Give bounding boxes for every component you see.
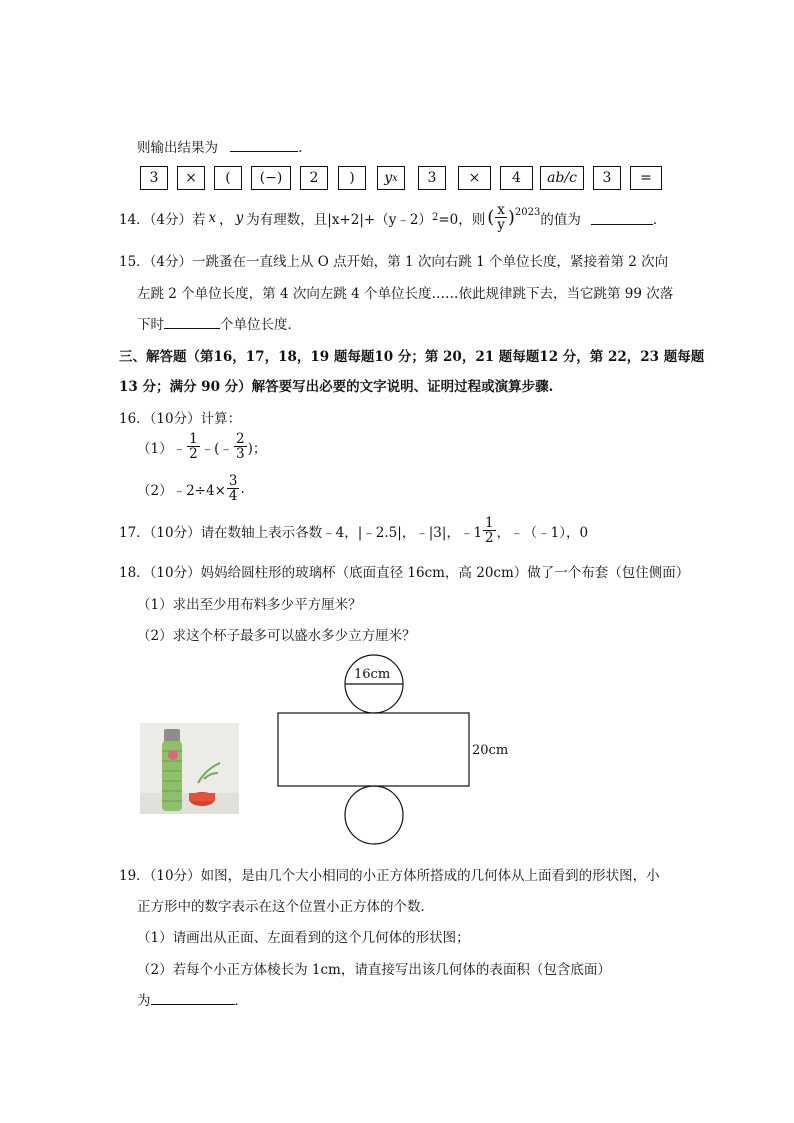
q15-line3: 下时 个单位长度． [137, 313, 301, 333]
q16-heading: 16．（10分）计算： [119, 411, 242, 427]
q16-part2: （2）﹣2÷4× $\frac{3}{4}$ . [137, 473, 245, 505]
key-3c: 3 [593, 166, 621, 190]
key-times-b: × [458, 166, 491, 190]
key-equals: = [630, 166, 662, 190]
answer-blank[interactable] [151, 990, 235, 1005]
side-rectangle [278, 713, 469, 786]
q16-part1: （1）﹣ $\frac{1}{2}$ ﹣(﹣ $\frac{2}{3}$ )； [137, 431, 267, 463]
answer-blank[interactable] [591, 210, 653, 225]
answer-blank[interactable] [230, 137, 298, 152]
q18-heading: 18．（10分）妈妈给圆柱形的玻璃杯（底面直径 16cm，高 20cm）做了一个布套（包住侧面） [119, 565, 690, 581]
height-label: 20cm [472, 743, 509, 758]
answer-blank[interactable] [164, 314, 220, 329]
question-14: 14．（4分）若 x ， y 为有理数，且|x+2|+（y﹣2） 2 =0，则 ( $\frac{x}{y}$ ) 2023 的值为 ． [119, 202, 667, 234]
key-times: × [177, 166, 205, 190]
key-power: y x [377, 166, 405, 190]
q19-part1: （1）请画出从正面、左面看到的这个几何体的形状图； [137, 930, 470, 946]
cup-photo [140, 723, 239, 814]
q19-part2-answer: 为 ． [137, 989, 248, 1009]
key-fraction: ab/c [540, 166, 584, 190]
key-3b: 3 [418, 166, 446, 190]
key-negative: (−) [251, 166, 291, 190]
q18-part2: （2）求这个杯子最多可以盛水多少立方厘米？ [137, 628, 416, 644]
question-17: 17．（10分）请在数轴上表示各数﹣4，|﹣2.5|，﹣|3|，﹣1 $\frac{1}{2}$ ，﹣（﹣1），0 [119, 515, 589, 547]
diameter-label: 16cm [354, 667, 391, 682]
key-2: 2 [300, 166, 328, 190]
key-4: 4 [500, 166, 533, 190]
q18-part1: （1）求出至少用布料多少平方厘米？ [137, 597, 362, 613]
q19-line1: 19．（10分）如图，是由几个大小相同的小正方体所搭成的几何体从上面看到的形状图，小 [119, 868, 660, 884]
section-3-heading-cont: 13 分；满分 90 分）解答要写出必要的文字说明、证明过程或演算步骤. [119, 379, 554, 395]
q15-line1: 15．（4分）一跳蚤在一直线上从 O 点开始，第 1 次向右跳 1 个单位长度，紧接着第 2 次向 [119, 254, 669, 270]
key-right-paren: ) [338, 166, 366, 190]
q19-line2: 正方形中的数字表示在这个位置小正方体的个数． [137, 899, 434, 915]
q14-fraction: $\frac{x}{y}$ [497, 202, 505, 234]
section-3-heading: 三、解答题（第16，17，18，19 题每题10 分；第 20，21 题每题12 分，第 22，23 题每题 [119, 349, 705, 365]
q15-line2: 左跳 2 个单位长度，第 4 次向左跳 4 个单位长度……依此规律跳下去，当它跳第 99 次落 [137, 286, 674, 302]
q13-tail: 则输出结果为 ． [137, 136, 312, 156]
bottom-circle [345, 786, 403, 844]
key-left-paren: ( [214, 166, 242, 190]
key-3: 3 [140, 166, 168, 190]
q19-part2: （2）若每个小正方体棱长为 1cm，请直接写出该几何体的表面积（包含底面） [137, 962, 611, 978]
